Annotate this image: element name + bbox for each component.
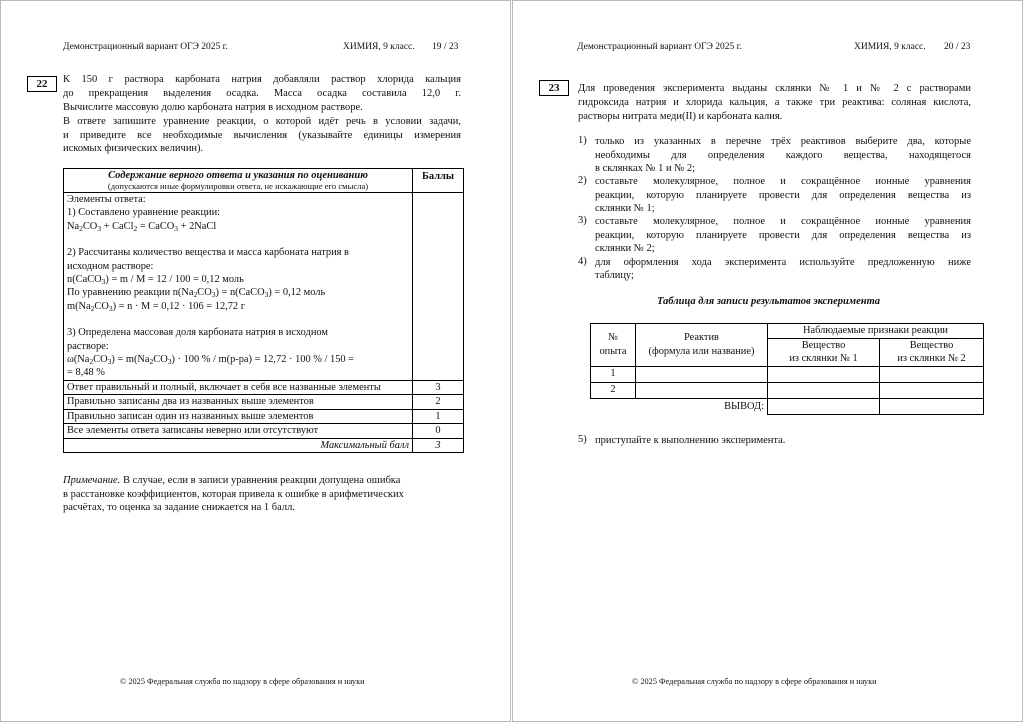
header-title: Демонстрационный вариант ОГЭ 2025 г.: [63, 42, 228, 52]
footer-copyright: © 2025 Федеральная служба по надзору в сфере образования и науки: [120, 677, 365, 686]
task-number-box: 22: [27, 76, 57, 92]
header-page-number: 20 / 23: [944, 42, 971, 52]
th-observed-signs: Наблюдаемые признаки реакции: [768, 324, 984, 339]
task-text-line: и приведите все необходимые вычисления (указывайте единицы измерения: [63, 130, 461, 141]
row-number: 2: [591, 382, 636, 398]
table-caption: Таблица для записи результатов эксперимента: [657, 296, 880, 307]
max-score-label: Максимальный балл: [64, 438, 413, 452]
criterion-points: 0: [413, 424, 464, 438]
criterion-points: 3: [413, 380, 464, 394]
task-number-box: 23: [539, 80, 569, 96]
max-score-value: 3: [413, 438, 464, 452]
th-reagent-label: Реактив: [684, 332, 719, 344]
step-line: в склянках № 1 и № 2;: [595, 163, 696, 174]
criterion-text: Все элементы ответа записаны неверно или отсутствуют: [64, 424, 413, 438]
criterion-points: 1: [413, 409, 464, 423]
th-num-label: №: [608, 332, 618, 344]
answer-criteria-table: [63, 168, 464, 453]
observation-cell-1[interactable]: [768, 366, 880, 382]
th-substance-1-label-2: из склянки № 1: [789, 353, 858, 364]
header-subject: ХИМИЯ, 9 класс.: [343, 42, 415, 52]
step-line: необходимы для определения каждого вещества, находящегося: [595, 150, 971, 161]
step-line: составьте молекулярное, полное и сокращённое ионные уравнения: [595, 176, 971, 187]
task-text-line: К 150 г раствора карбоната натрия добавляли раствор хлорида кальция: [63, 74, 461, 85]
task-text-line: искомых физических величин).: [63, 143, 204, 154]
th-substance-2-label-2: из склянки № 2: [897, 353, 966, 364]
observation-cell-2[interactable]: [880, 382, 984, 398]
th-reagent-label-2: (формула или название): [648, 345, 755, 357]
criterion-text: Ответ правильный и полный, включает в себя все названные элементы: [64, 380, 413, 394]
criterion-points: 2: [413, 395, 464, 409]
th-substance-2-label: Вещество: [909, 339, 954, 351]
element-2-title-cont: исходном растворе:: [67, 260, 154, 272]
element-1-title: 1) Составлено уравнение реакции:: [67, 207, 221, 219]
th-reagent: [636, 324, 768, 367]
calc-line: По уравнению реакции $n(Na_2CO_3)$ = n(CaCO$_3$) = 0,12 моль: [67, 287, 326, 300]
step-number: 3): [578, 215, 587, 226]
task-text-line: Вычислите массовую долю карбоната натрия в исходном растворе.: [63, 102, 363, 113]
task-intro-line: гидроксида натрия и хлорида кальция, а также три реактива: соляная кислота,: [578, 97, 971, 108]
calc-line: $\omega(Na_2CO_3) = m(Na_2CO_3) \cdot 100$ % / m(р-ра) = 12,72 · 100 % / 150 =: [67, 354, 355, 367]
step-line: реакции, которую планируете провести для определения вещества из: [595, 190, 971, 201]
task-intro-line: растворы нитрата меди(II) и карбоната калия.: [578, 111, 783, 122]
conclusion-cell-1[interactable]: [768, 398, 880, 414]
element-3-title-cont: растворе:: [67, 340, 109, 352]
step-line: составьте молекулярное, полное и сокращённое ионные уравнения: [595, 216, 971, 227]
step-line: только из указанных в перечне трёх реактивов выберите два, которые: [595, 136, 971, 147]
task-intro-line: Для проведения эксперимента выданы склянки № 1 и № 2 с растворами: [578, 83, 971, 94]
step-line: для оформления хода эксперимента используйте предложенную ниже: [595, 257, 971, 268]
conclusion-cell-2[interactable]: [880, 398, 984, 414]
answer-elements-cell: [64, 193, 413, 381]
points-empty-cell: [413, 193, 464, 381]
calc-line: = 8,48 %: [67, 367, 105, 379]
step-number: 5): [578, 434, 587, 445]
reagent-cell[interactable]: [636, 366, 768, 382]
row-number: 1: [591, 366, 636, 382]
note-line: расчётах, то оценка за задание снижается на 1 балл.: [63, 502, 295, 513]
step-line: склянки № 2;: [595, 243, 655, 254]
reagent-cell[interactable]: [636, 382, 768, 398]
th-num-label-2: опыта: [599, 345, 627, 357]
task-text-line: В ответе запишите уравнение реакции, о которой идёт речь в условии задачи,: [63, 116, 461, 127]
note-text: В случае, если в записи уравнения реакции допущена ошибка: [120, 475, 401, 486]
table-header-content: [64, 169, 413, 193]
criterion-text: Правильно записаны два из названных выше элементов: [64, 395, 413, 409]
step-number: 2): [578, 175, 587, 186]
table-header-subtitle: (допускаются иные формулировки ответа, не искажающие его смысла): [107, 181, 369, 191]
equation-line: $Na_2CO_3$ + CaCl$_2$ = CaCO$_3$ + 2NaCl: [67, 220, 217, 233]
note-line: в расстановке коэффициентов, которая привела к ошибке в арифметических: [63, 489, 404, 500]
experiment-table: [590, 323, 984, 415]
element-3-title: 3) Определена массовая доля карбоната натрия в исходном: [67, 327, 328, 339]
element-2-title: 2) Рассчитаны количество вещества и масса карбоната натрия в: [67, 247, 349, 259]
calc-line: $m(Na_2CO_3) = n \cdot M = 0,12 \cdot 106 = 12,72$ г: [67, 300, 245, 313]
step-number: 1): [578, 135, 587, 146]
elements-title: Элементы ответа:: [67, 194, 146, 205]
conclusion-label: ВЫВОД:: [591, 398, 768, 414]
calc-line: n(CaCO$_3$) = m / M = 12 / 100 = 0,12 моль: [67, 274, 244, 287]
step-line: склянки № 1;: [595, 203, 655, 214]
th-substance-1-label: Вещество: [801, 339, 846, 351]
table-header-title: Содержание верного ответа и указания по оцениванию: [108, 170, 368, 181]
th-experiment-number: [591, 324, 636, 367]
th-substance-1: [768, 338, 880, 366]
note-label: Примечание.: [63, 475, 121, 486]
header-subject: ХИМИЯ, 9 класс.: [854, 42, 926, 52]
step-number: 4): [578, 256, 587, 267]
right-page: [512, 0, 1023, 722]
observation-cell-2[interactable]: [880, 366, 984, 382]
left-page: [0, 0, 511, 722]
step-line: таблицу;: [595, 270, 634, 281]
task-text-line: до прекращения выделения осадка. Масса осадка составила 12,0 г.: [63, 88, 461, 99]
header-page-number: 19 / 23: [432, 42, 459, 52]
header-title: Демонстрационный вариант ОГЭ 2025 г.: [577, 42, 742, 52]
th-substance-2: [880, 338, 984, 366]
step-line: реакции, которую планируете провести для определения вещества из: [595, 230, 971, 241]
step-line: приступайте к выполнению эксперимента.: [595, 435, 786, 446]
footer-copyright: © 2025 Федеральная служба по надзору в сфере образования и науки: [632, 677, 877, 686]
observation-cell-1[interactable]: [768, 382, 880, 398]
table-header-points: Баллы: [413, 169, 464, 193]
note-line: [63, 474, 400, 488]
criterion-text: Правильно записан один из названных выше элементов: [64, 409, 413, 423]
